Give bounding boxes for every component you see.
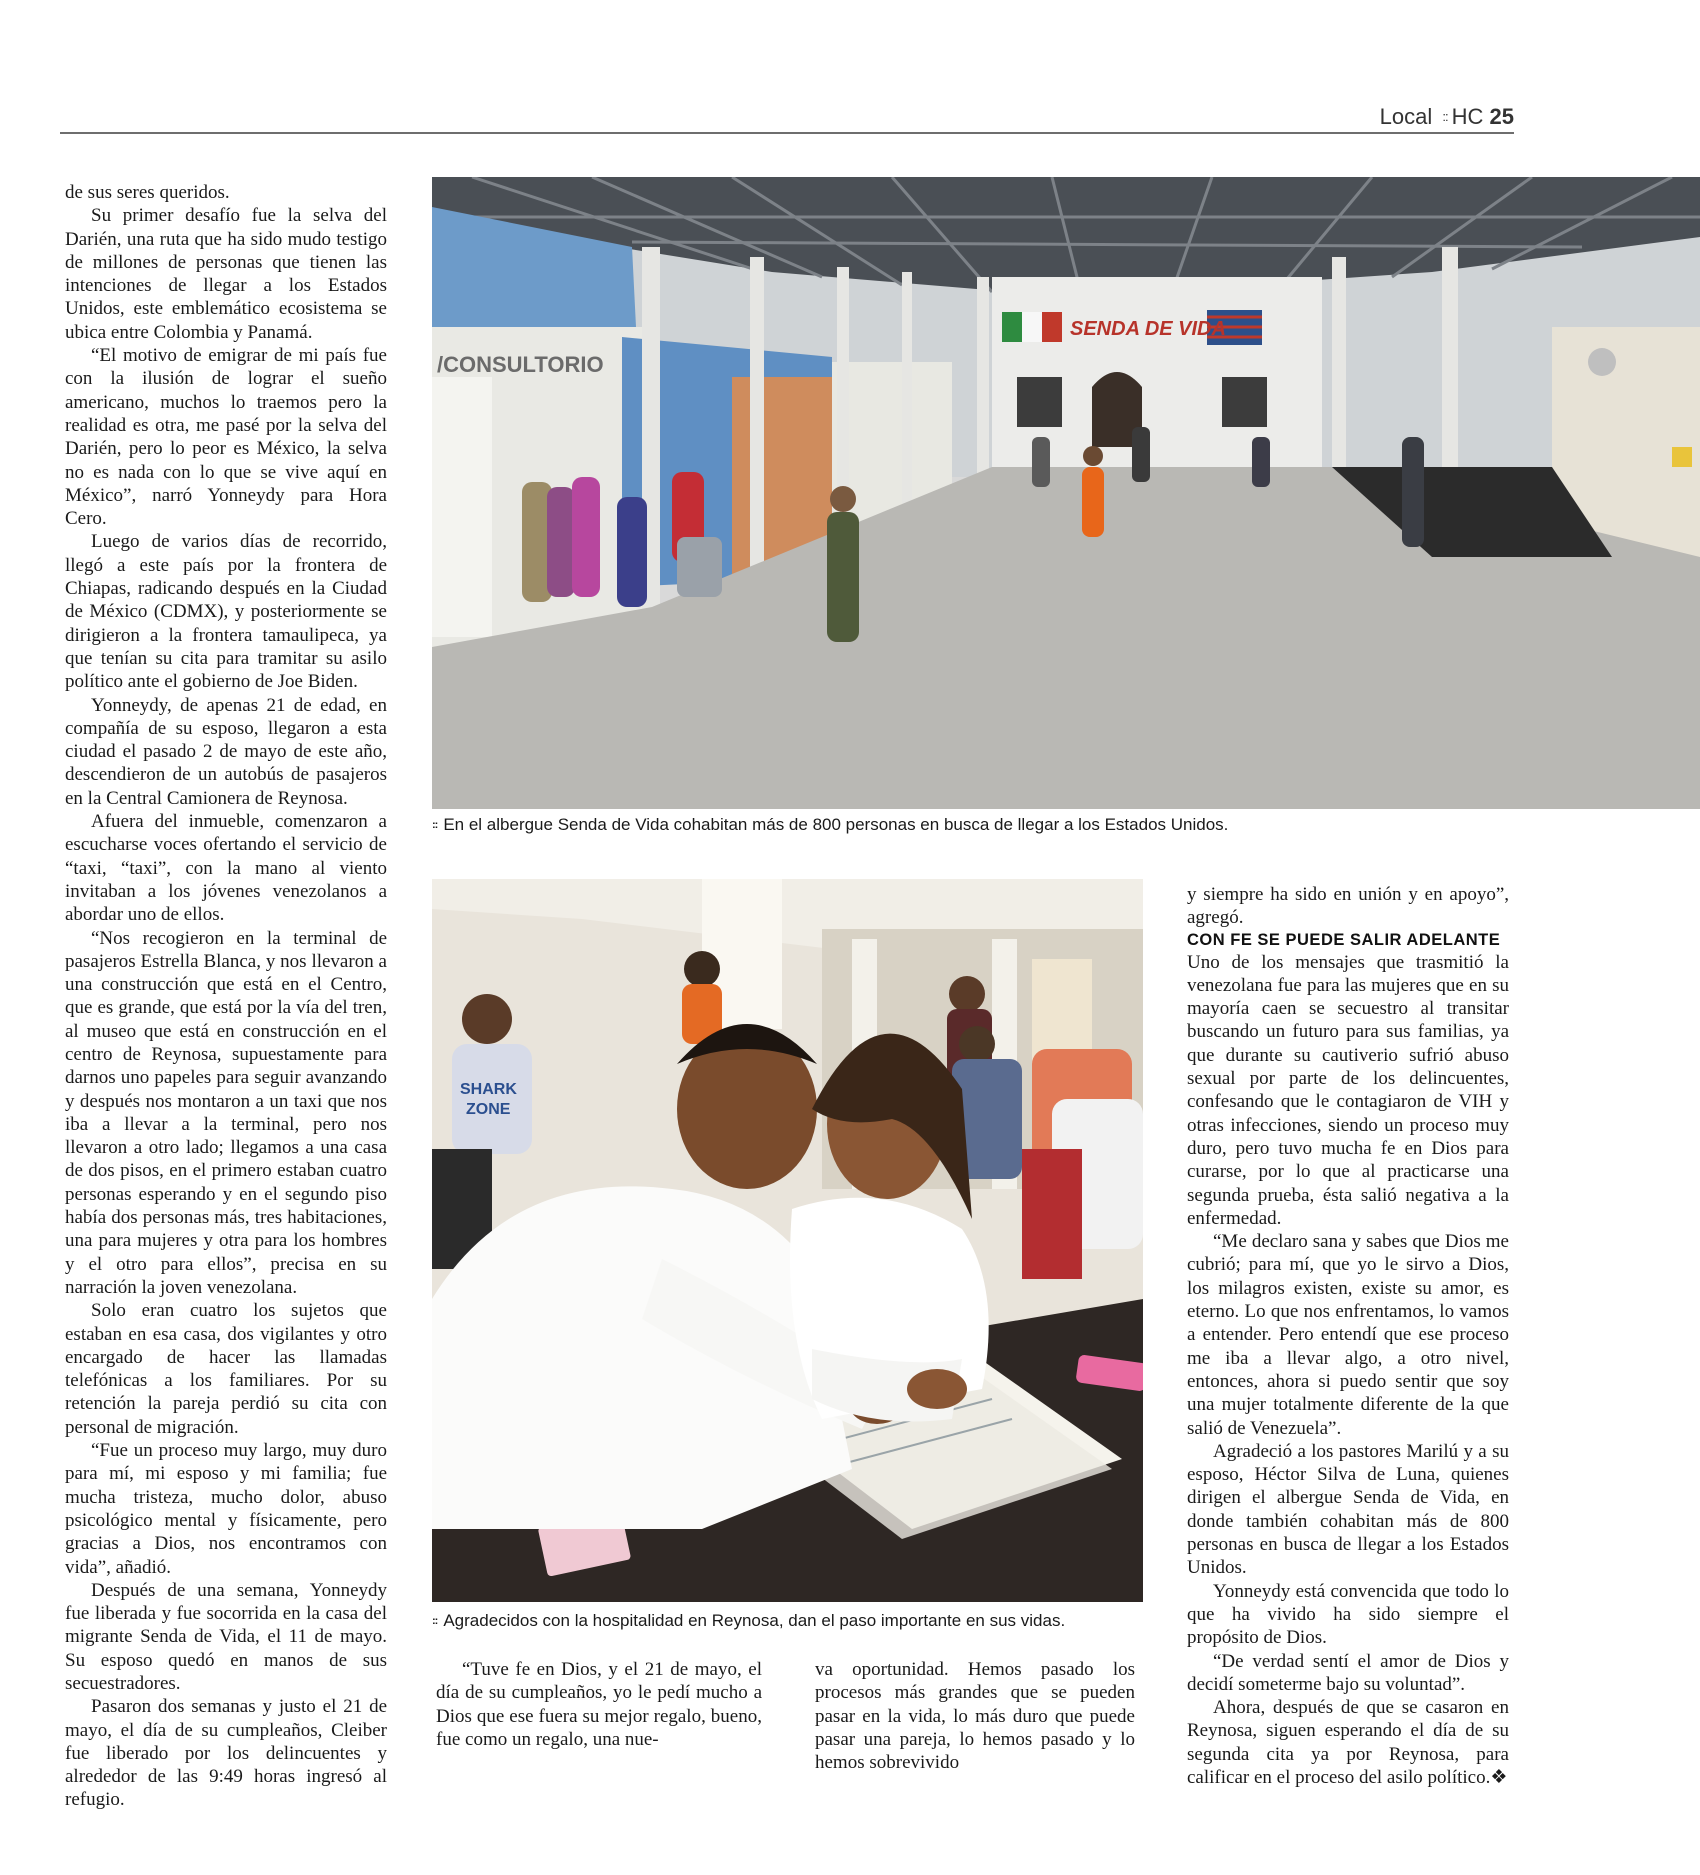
paragraph: Después de una semana, Yonneydy fue liberada y fue socorrida en la casa del migrante Senda de Vida, el 11 de mayo. Su esposo quedó en manos de sus secuestradores. xyxy=(65,1579,387,1694)
paragraph: Su primer desafío fue la selva del Darién, una ruta que ha sido mudo testigo de millones de personas que tienen las intenciones de llegar a los Estados Unidos, este emblemático ecosistema se ubica entre Colombia y Panamá. xyxy=(65,205,387,343)
shirt-text-zone: ZONE xyxy=(466,1101,511,1118)
paragraph: Uno de los mensajes que trasmitió la venezolana fue para las mujeres que en su mayoría caen se secuestro al transitar buscando un futuro para sus familias, ya que durante su cautiverio sufrió abuso sexual por parte de los delincuentes, confesando que le contagiaron de VIH y otras infecciones, siendo un proceso muy duro, pero tuvo mucha fe en Dios para curarse, por lo que al practicarse una segunda prueba, ésta salió negativa a la enfermedad. xyxy=(1187,951,1509,1229)
paragraph: Yonneydy, de apenas 21 de edad, en compañía de su esposo, llegaron a esta ciudad el pasado 2 de mayo de este año, descendieron de un autobús de pasajeros en la Central Camionera de Reynosa. xyxy=(65,694,387,809)
senda-de-vida-sign: SENDA DE VIDA xyxy=(1070,318,1226,340)
caption-mark: :: xyxy=(432,819,438,831)
article-column-bottom-mid xyxy=(815,1658,1135,1774)
folio-separator: :: xyxy=(1442,109,1448,124)
paragraph: Luego de varios días de recorrido, llegó a este país por la frontera de Chiapas, radicando después en la Ciudad de México (CDMX), y posteriormente se dirigieron a la frontera tamaulipeca, ya que tenían su cita para tramitar su asilo político ante el gobierno de Joe Biden. xyxy=(65,531,387,693)
photo1-caption xyxy=(432,815,1228,835)
publication-label: HC xyxy=(1451,104,1484,129)
section-label: Local xyxy=(1379,104,1433,129)
caption-mark: :: xyxy=(432,1615,438,1627)
article-column-right xyxy=(1187,883,1509,1789)
consultorio-sign: /CONSULTORIO xyxy=(437,352,604,377)
section-subhead: CON FE SE PUEDE SALIR ADELANTE xyxy=(1187,930,1501,949)
paragraph: “Fue un proceso muy largo, muy duro para mí, mi esposo y mi familia; fue mucha tristeza, mucho dolor, abuso psicológico mental y físicamente, pero gracias a Dios, nos encontramos con vida”, añadió. xyxy=(65,1440,387,1578)
photo2-caption xyxy=(432,1611,1065,1631)
paragraph: Afuera del inmueble, comenzaron a escucharse voces ofertando el servicio de “taxi, “taxi”, con la mano al viento invitaban a los jóvenes venezolanos a abordar uno de ellos. xyxy=(65,811,387,926)
paragraph: y siempre ha sido en unión y en apoyo”, agregó. xyxy=(1187,884,1509,929)
paragraph: Pasaron dos semanas y justo el 21 de mayo, el día de su cumpleaños, Cleiber fue liberado por los delincuentes y alrededor de las 9:49 horas ingresó al refugio. xyxy=(65,1696,387,1811)
paragraph: de sus seres queridos. xyxy=(65,182,230,203)
article-column-left xyxy=(65,181,387,1812)
paragraph: “Tuve fe en Dios, y el 21 de mayo, el día de su cumpleaños, yo le pedí mucho a Dios que ese fuera su mejor regalo, bueno, fue como un regalo, una nue- xyxy=(436,1659,762,1750)
article-column-bottom-left xyxy=(436,1658,762,1751)
couple-documents-photo xyxy=(432,879,1143,1602)
paragraph: Yonneydy está convencida que todo lo que ha vivido ha sido siempre el propósito de Dios. xyxy=(1187,1580,1509,1649)
shirt-text-shark: SHARK xyxy=(460,1081,517,1098)
page-header xyxy=(60,104,1514,134)
paragraph: Ahora, después de que se casaron en Reynosa, siguen esperando el día de su segunda cita ya por Reynosa, para calificar en el proceso del asilo político.❖ xyxy=(1187,1697,1509,1788)
paragraph: “El motivo de emigrar de mi país fue con la ilusión de lograr el sueño americano, muchos lo traemos pero la realidad es otra, me pasé por la selva del Darién, pero lo peor es México, la selva no es nada con lo que se vive aquí en México”, narró Yonneydy para Hora Cero. xyxy=(65,345,387,530)
page-number: 25 xyxy=(1489,104,1514,129)
paragraph: “Me declaro sana y sabes que Dios me cubrió; para mí, que yo le sirvo a Dios, los milagros existen, existe su amor, es eterno. Lo que nos enfrentamos, lo vamos a entender. Pero entendí que ese proceso me iba a llevar algo, a otro nivel, entonces, ahora si puedo sentir que soy una mujer totalmente diferente de la que salió de Venezuela”. xyxy=(1187,1231,1509,1439)
paragraph: Solo eran cuatro los sujetos que estaban en esa casa, dos vigilantes y otro encargado de hacer las llamadas telefónicas a los familiares. Por su retención la pareja perdió su cita con personal de migración. xyxy=(65,1300,387,1438)
caption-text: Agradecidos con la hospitalidad en Reynosa, dan el paso importante en sus vidas. xyxy=(443,1611,1066,1630)
shelter-courtyard-photo xyxy=(432,177,1700,809)
paragraph: “Nos recogieron en la terminal de pasajeros Estrella Blanca, y nos llevaron a una construcción que está en el Centro, que es grande, que está por la vía del tren, al museo que está en construcción en el centro de Reynosa, supuestamente para darnos uno papeles para seguir avanzando y después nos montaron a un taxi que nos iba a llevar a la terminal, pero nos llevaron a otro lado; llegamos a una casa de dos pisos, en el primero estaban cuatro personas esperando y en el segundo piso había dos personas más, tres habitaciones, una para mujeres y otra para los hombres y el otro para ellos”, precisa en su narración la joven venezolana. xyxy=(65,927,387,1298)
paragraph: Agradeció a los pastores Marilú y a su esposo, Héctor Silva de Luna, quienes dirigen el albergue Senda de Vida, en donde también cohabitan más de 800 personas en busca de llegar a los Estados Unidos. xyxy=(1187,1440,1509,1579)
caption-text: En el albergue Senda de Vida cohabitan más de 800 personas en busca de llegar a los Estados Unidos. xyxy=(443,815,1229,834)
paragraph: “De verdad sentí el amor de Dios y decidí someterme bajo su voluntad”. xyxy=(1187,1650,1509,1695)
paragraph: va oportunidad. Hemos pasado los procesos más grandes que se pueden pasar en la vida, lo más duro que puede pasar una pareja, lo hemos pasado y lo hemos sobrevivido xyxy=(815,1659,1135,1774)
page-folio xyxy=(1380,104,1514,130)
